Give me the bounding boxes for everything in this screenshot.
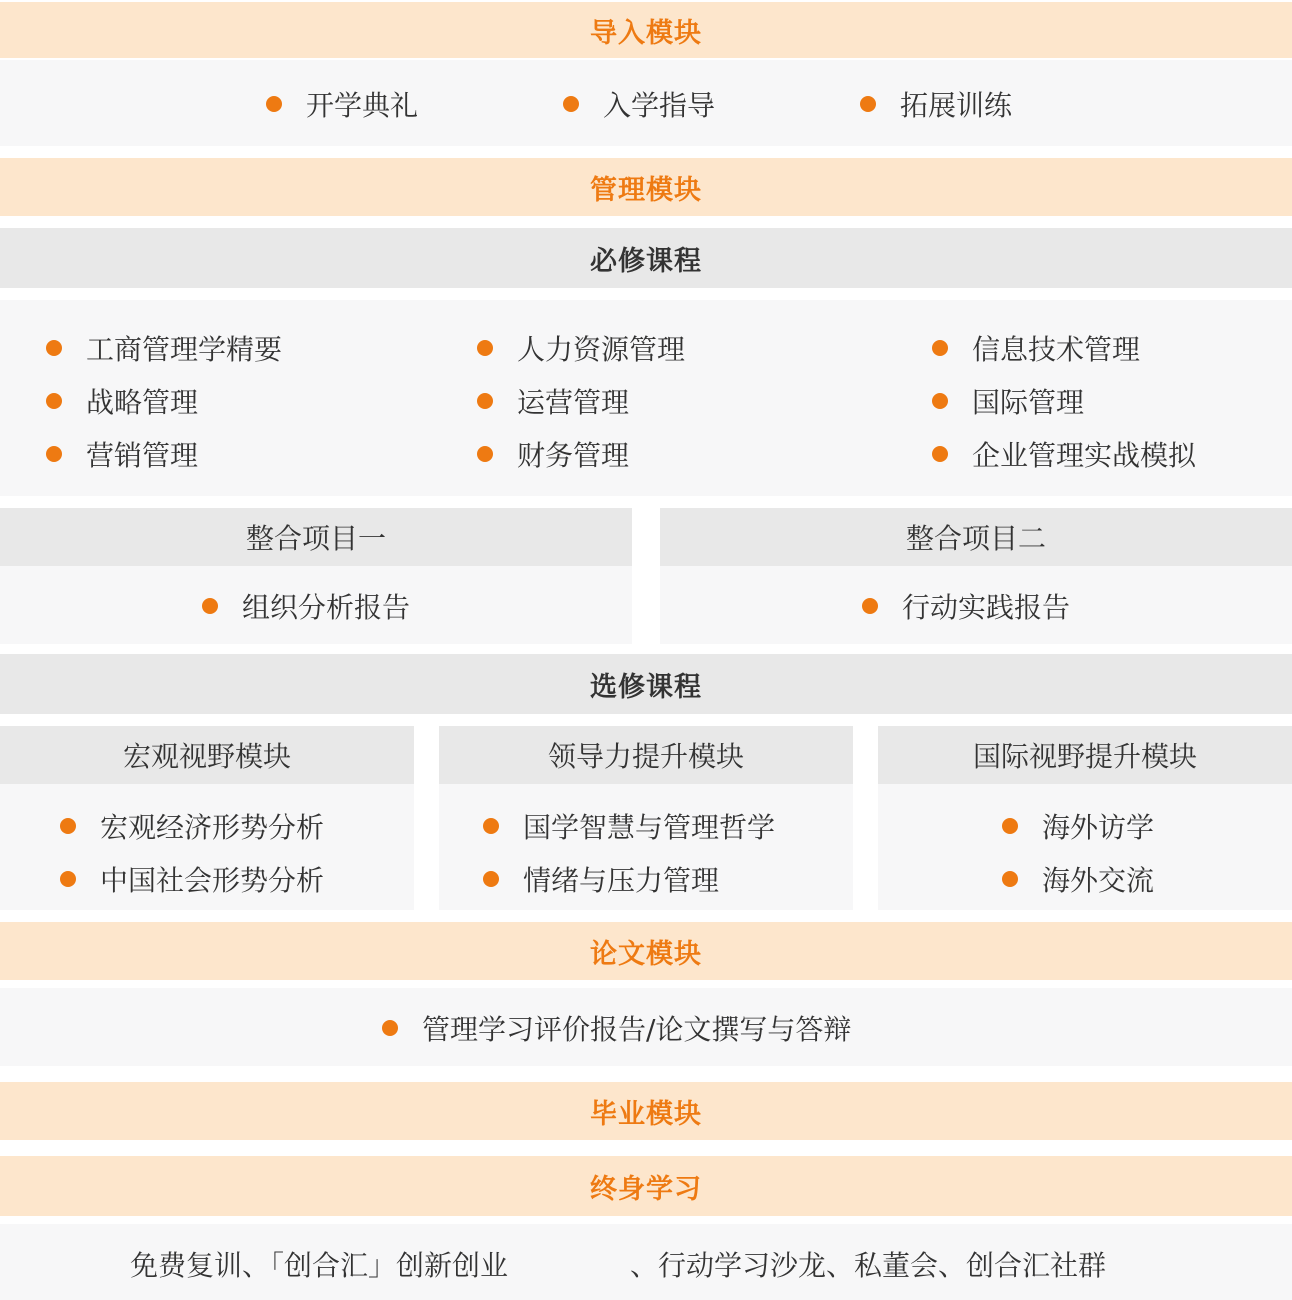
- lifelong-learning-text-b: 、行动学习沙龙、私董会、创合汇社群: [630, 1249, 1107, 1282]
- lifelong-learning-panel: [0, 1224, 1292, 1300]
- list-item: 战略管理: [46, 381, 198, 421]
- list-item: 人力资源管理: [477, 328, 685, 368]
- list-item: 国际管理: [932, 381, 1084, 421]
- required-courses-panel: [0, 300, 1292, 496]
- list-item: 中国社会形势分析: [60, 859, 324, 899]
- elective-group-panel: [878, 784, 1292, 910]
- bullet-icon: [483, 818, 499, 834]
- bullet-icon: [477, 393, 493, 409]
- bullet-icon: [932, 340, 948, 356]
- required-courses-title: 必修课程: [590, 245, 702, 277]
- project-two-panel: [660, 566, 1292, 644]
- bullet-icon: [266, 96, 282, 112]
- list-item: 国学智慧与管理哲学: [483, 806, 775, 846]
- bullet-icon: [46, 446, 62, 462]
- lifelong-learning-header: [0, 1156, 1292, 1216]
- bullet-icon: [477, 340, 493, 356]
- list-item: 运营管理: [477, 381, 629, 421]
- list-item: 工商管理学精要: [46, 328, 282, 368]
- bullet-icon: [1002, 818, 1018, 834]
- list-item: 行动实践报告: [862, 586, 1070, 626]
- elective-group-header: 国际视野提升模块: [878, 726, 1292, 784]
- lifelong-learning-title: 终身学习: [590, 1173, 702, 1205]
- bullet-icon: [860, 96, 876, 112]
- list-item: 财务管理: [477, 434, 629, 474]
- bullet-icon: [60, 871, 76, 887]
- graduation-module-header: [0, 1082, 1292, 1140]
- intro-module-panel: [0, 60, 1292, 146]
- lifelong-learning-text-a: 免费复训、「创合汇」创新创业: [130, 1249, 509, 1282]
- project-one-panel: [0, 566, 632, 644]
- bullet-icon: [382, 1020, 398, 1036]
- bullet-icon: [932, 446, 948, 462]
- bullet-icon: [477, 446, 493, 462]
- thesis-module-title: 论文模块: [590, 938, 702, 970]
- list-item: 企业管理实战模拟: [932, 434, 1196, 474]
- bullet-icon: [202, 598, 218, 614]
- list-item: 海外交流: [1002, 859, 1154, 899]
- intro-module-title: 导入模块: [590, 17, 702, 49]
- list-item: 海外访学: [1002, 806, 1154, 846]
- project-two-header: [660, 508, 1292, 566]
- bullet-icon: [563, 96, 579, 112]
- thesis-module-panel: [0, 988, 1292, 1066]
- management-module-header: [0, 158, 1292, 216]
- bullet-icon: [46, 393, 62, 409]
- list-item: 开学典礼: [266, 84, 418, 124]
- list-item: 营销管理: [46, 434, 198, 474]
- list-item: 宏观经济形势分析: [60, 806, 324, 846]
- list-item: 入学指导: [563, 84, 715, 124]
- project-one-title: 整合项目一: [245, 522, 386, 555]
- elective-group-header: 领导力提升模块: [439, 726, 853, 784]
- elective-group-panel: [0, 784, 414, 910]
- required-courses-header: [0, 228, 1292, 288]
- bullet-icon: [932, 393, 948, 409]
- list-item: 组织分析报告: [202, 586, 410, 626]
- bullet-icon: [862, 598, 878, 614]
- thesis-module-header: [0, 922, 1292, 980]
- bullet-icon: [1002, 871, 1018, 887]
- list-item: 情绪与压力管理: [483, 859, 719, 899]
- bullet-icon: [483, 871, 499, 887]
- project-one-header: [0, 508, 632, 566]
- elective-courses-title: 选修课程: [590, 671, 702, 703]
- elective-group-header: 宏观视野模块: [0, 726, 414, 784]
- management-module-title: 管理模块: [590, 174, 702, 206]
- elective-group-panel: [439, 784, 853, 910]
- project-two-title: 整合项目二: [905, 522, 1046, 555]
- list-item: 信息技术管理: [932, 328, 1140, 368]
- list-item: 拓展训练: [860, 84, 1012, 124]
- intro-module-header: [0, 2, 1292, 58]
- graduation-module-title: 毕业模块: [590, 1098, 702, 1130]
- elective-courses-header: [0, 654, 1292, 714]
- list-item: 管理学习评价报告/论文撰写与答辩: [382, 1008, 851, 1048]
- bullet-icon: [60, 818, 76, 834]
- bullet-icon: [46, 340, 62, 356]
